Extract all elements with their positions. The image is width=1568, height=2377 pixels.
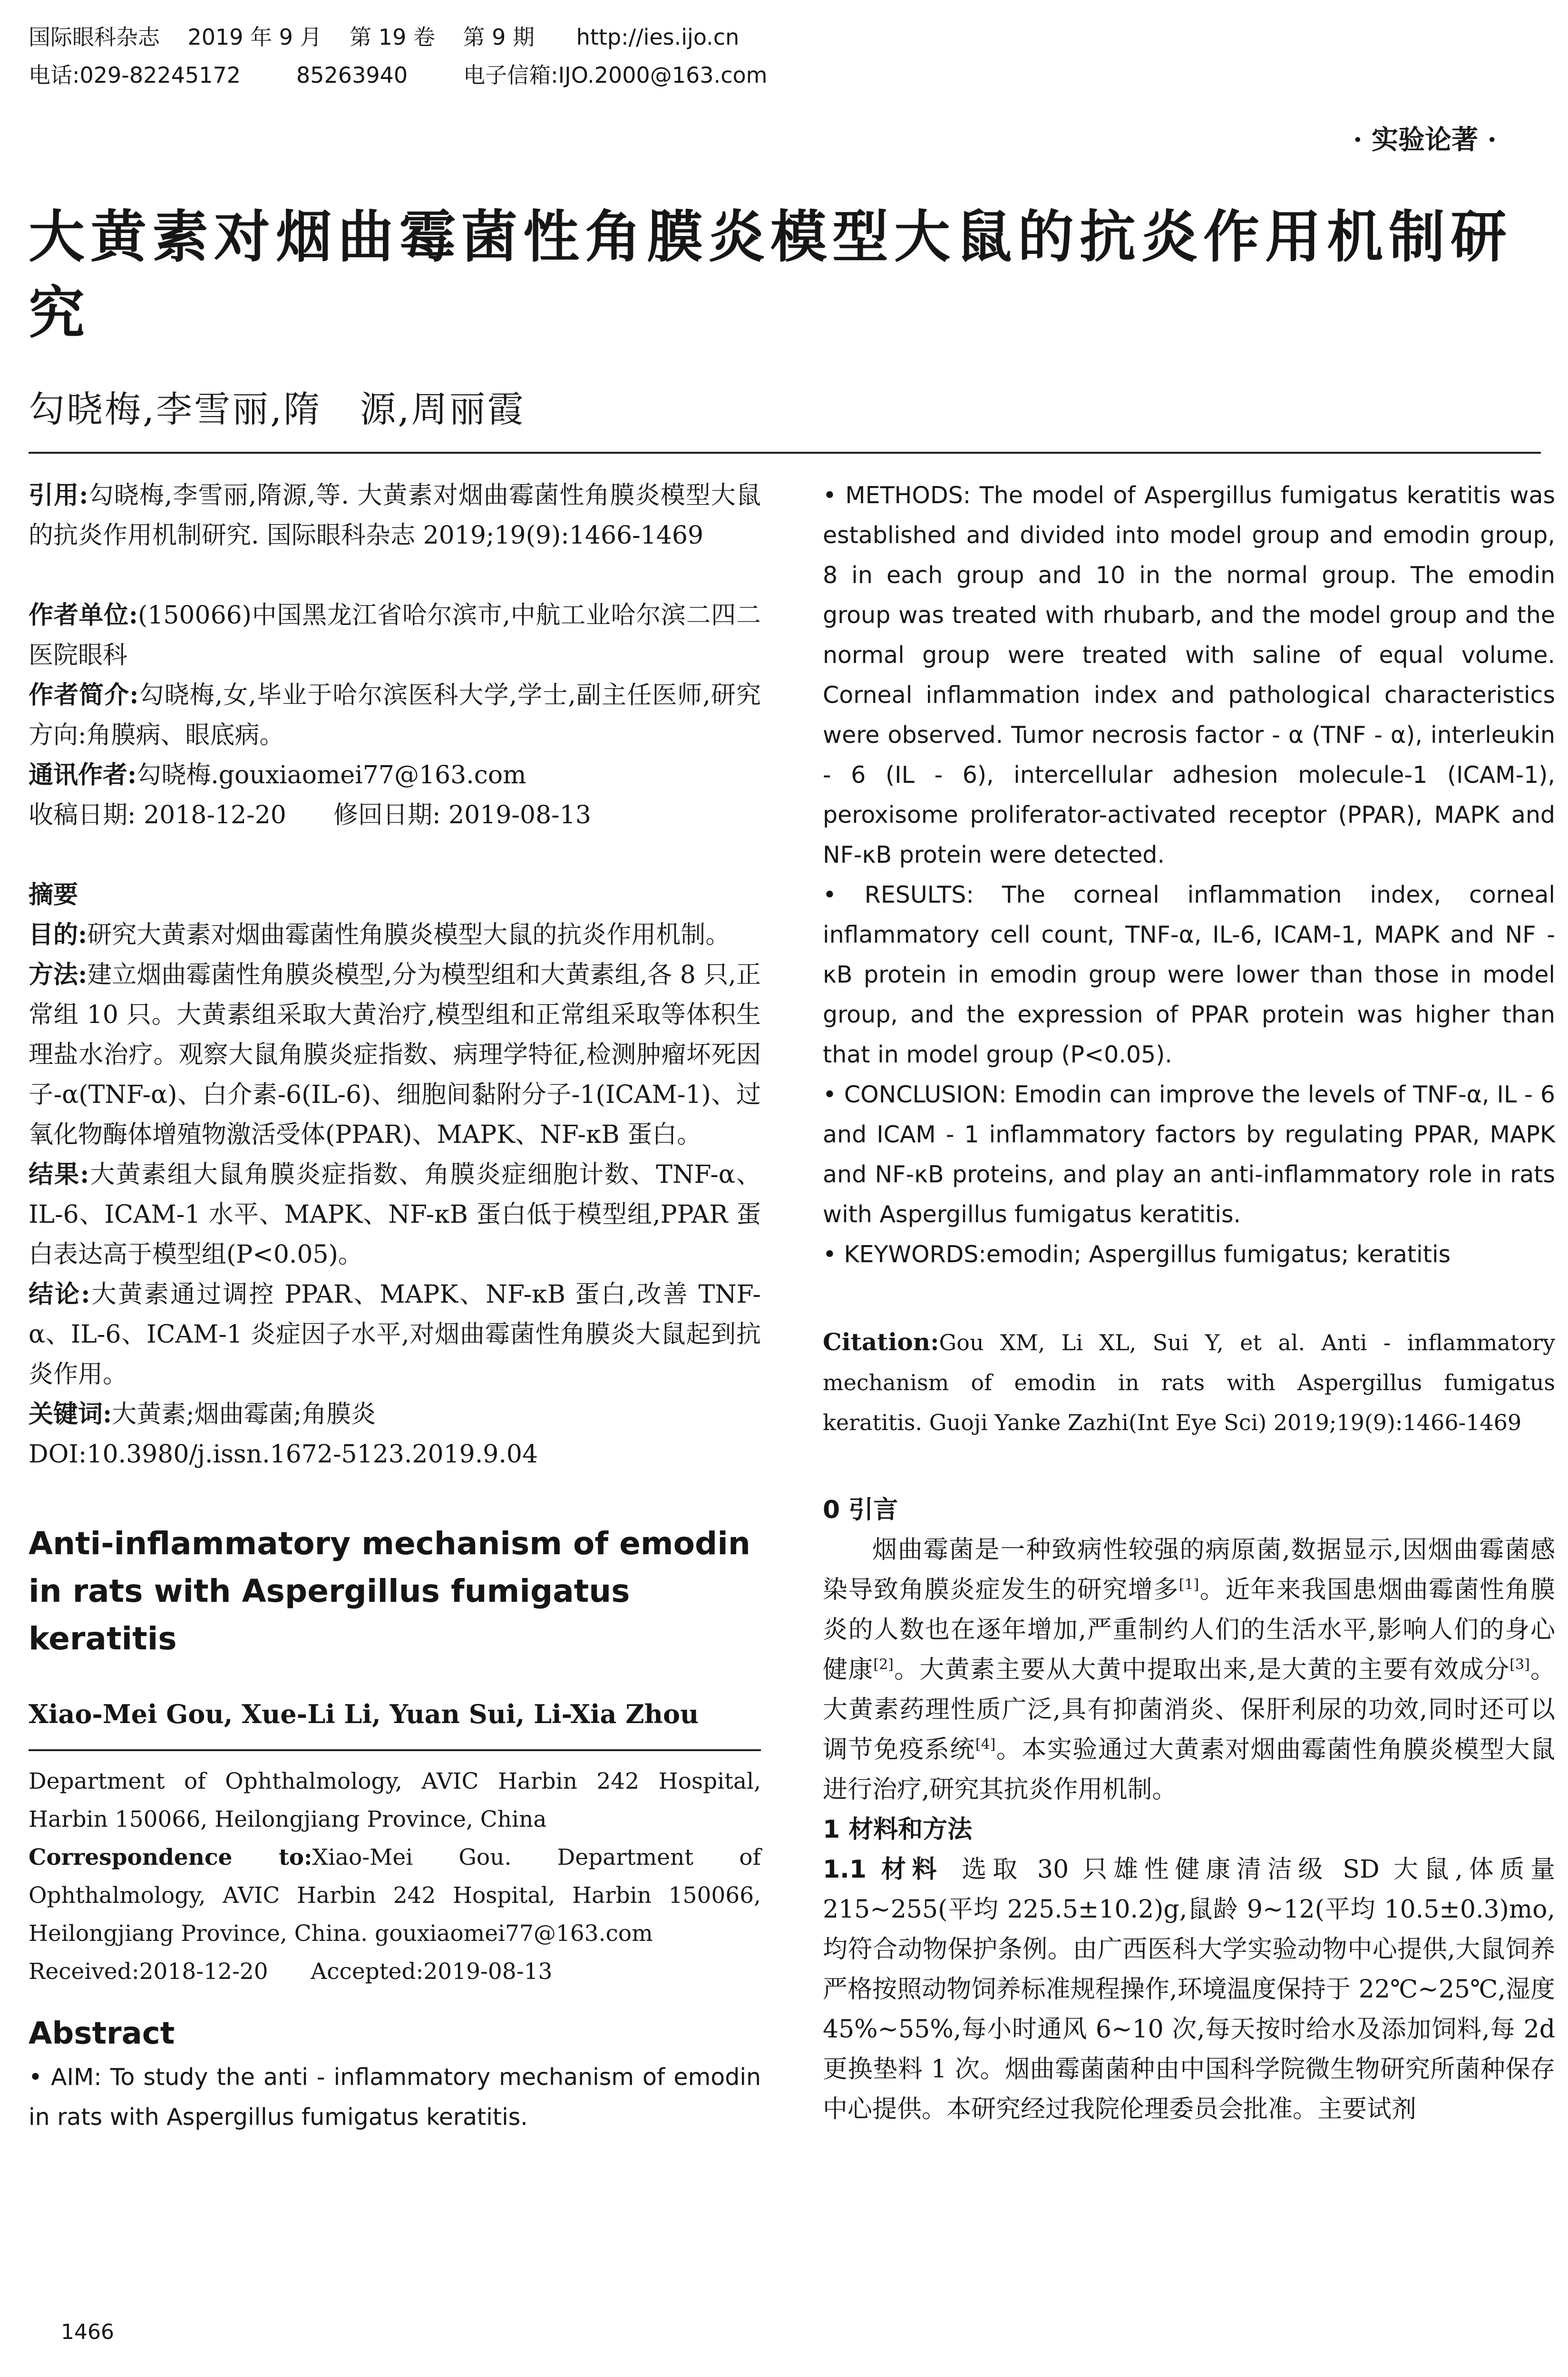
intro-text-5: 。本实验通过大黄素对烟曲霉菌性角膜炎模型大鼠进行治疗,研究其抗炎作用机制。 xyxy=(823,1735,1555,1804)
received-dates-zh: 收稿日期: 2018-12-20 修回日期: 2019-08-13 xyxy=(29,801,591,829)
article-title-en: Anti-inflammatory mechanism of emodin in rats with Aspergillus fumigatus keratitis xyxy=(29,1525,750,1657)
page-number: 1466 xyxy=(61,2320,114,2344)
authors-en: Xiao-Mei Gou, Xue-Li Li, Yuan Sui, Li-Xia Zhou xyxy=(29,1699,699,1729)
intro-heading: 0 引言 xyxy=(823,1496,898,1524)
results-zh-text: 大黄素组大鼠角膜炎症指数、角膜炎症细胞计数、TNF-α、IL-6、ICAM-1 水平、MAPK、NF-κB 蛋白低于模型组,PPAR 蛋白表达高于模型组(P<0.05)。 xyxy=(29,1160,761,1269)
corresponding-author-text: 勾晓梅.gouxiaomei77@163.com xyxy=(136,761,526,789)
citation-en-text: Gou XM, Li XL, Sui Y, et al. Anti - inflammatory mechanism of emodin in rats with Aspergillus fumigatus keratitis. Guoji Yanke Zazhi(Int Eye Sci) 2019;19(9):1466-1469 xyxy=(823,1330,1555,1435)
aim-zh xyxy=(29,915,761,955)
reference-3-link[interactable]: [3] xyxy=(1510,1656,1530,1673)
affiliation-zh-text: (150066)中国黑龙江省哈尔滨市,中航工业哈尔滨二四二医院眼科 xyxy=(29,601,761,670)
materials-label: 1.1 材料 xyxy=(823,1855,943,1884)
author-bio-label: 作者简介: xyxy=(29,681,139,710)
conclusion-en: • CONCLUSION: Emodin can improve the levels of TNF-α, IL - 6 and ICAM - 1 inflammatory factors by regulating PPAR, MAPK and NF-κB proteins, and play an anti-inflammatory role in rats with Aspergillus fumigatus keratitis. xyxy=(823,1081,1555,1228)
methods-zh-label: 方法: xyxy=(29,960,88,989)
author-bio-text: 勾晓梅,女,毕业于哈尔滨医科大学,学士,副主任医师,研究方向:角膜病、眼底病。 xyxy=(29,681,761,750)
reference-2-link[interactable]: [2] xyxy=(873,1656,894,1673)
results-zh-label: 结果: xyxy=(29,1160,89,1189)
citation-zh xyxy=(29,476,761,555)
reference-4-link[interactable]: [4] xyxy=(975,1736,996,1753)
department-en: Department of Ophthalmology, AVIC Harbin 242 Hospital, Harbin 150066, Heilongjiang Province, China xyxy=(29,1768,761,1832)
correspondence-en-label: Correspondence to: xyxy=(29,1844,312,1870)
citation-zh-text: 勾晓梅,李雪丽,隋源,等. 大黄素对烟曲霉菌性角膜炎模型大鼠的抗炎作用机制研究. 国际眼科杂志 2019;19(9):1466-1469 xyxy=(29,481,761,550)
received-dates-en: Received:2018-12-20 Accepted:2019-08-13 xyxy=(29,1958,553,1985)
conclusion-zh-text: 大黄素通过调控 PPAR、MAPK、NF-κB 蛋白,改善 TNF-α、IL-6、ICAM-1 炎症因子水平,对烟曲霉菌性角膜炎大鼠起到抗炎作用。 xyxy=(29,1280,761,1389)
section-tag: · 实验论著 · xyxy=(1353,124,1497,156)
authors-zh: 勾晓梅,李雪丽,隋 源,周丽霞 xyxy=(29,388,526,430)
methods-section-heading: 1 材料和方法 xyxy=(823,1815,973,1844)
intro-text-4: 。大黄素药理性质广泛,具有抑菌消炎、保肝利尿的功效,同时还可以调节免疫系统 xyxy=(823,1656,1555,1764)
keywords-zh-label: 关键词: xyxy=(29,1400,112,1429)
materials-paragraph xyxy=(823,1850,1555,2129)
methods-en: • METHODS: The model of Aspergillus fumigatus keratitis was established and divided into model group and emodin group, 8 in each group and 10 in the normal group. The emodin group was treated with rhubarb, and the model group and the normal group were treated with saline of equal volume. Corneal inflammation index and pathological characteristics were observed. Tumor necrosis factor - α (TNF - α), interleukin - 6 (IL - 6), intercellular adhesion molecule-1 (ICAM-1), peroxisome proliferator-activated receptor (PPAR), MAPK and NF-κB protein were detected. xyxy=(823,482,1555,868)
intro-text-3: 。大黄素主要从大黄中提取出来,是大黄的主要有效成分 xyxy=(893,1656,1510,1684)
journal-header-line1: 国际眼科杂志 2019 年 9 月 第 19 卷 第 9 期 http://ies.ijo.cn xyxy=(29,24,740,50)
correspondence-en-text: Xiao-Mei Gou. Department of Ophthalmology, AVIC Harbin 242 Hospital, Harbin 150066, Heilongjiang Province, China. gouxiaomei77@163.com xyxy=(29,1844,761,1947)
aim-en: • AIM: To study the anti - inflammatory mechanism of emodin in rats with Aspergillus fumigatus keratitis. xyxy=(29,2064,761,2131)
keywords-en: • KEYWORDS:emodin; Aspergillus fumigatus; keratitis xyxy=(823,1241,1451,1268)
author-bio-zh xyxy=(29,675,761,755)
doi-link[interactable]: DOI:10.3980/j.issn.1672-5123.2019.9.04 xyxy=(29,1440,538,1469)
keywords-zh-text: 大黄素;烟曲霉菌;角膜炎 xyxy=(112,1400,376,1429)
intro-paragraph xyxy=(823,1530,1555,1810)
right-column xyxy=(823,476,1555,2129)
results-zh xyxy=(29,1155,761,1275)
results-en: • RESULTS: The corneal inflammation index, corneal inflammatory cell count, TNF-α, IL-6, ICAM-1, MAPK and NF - κB protein in emodin group were lower than those in model group, and the expression of PPAR protein was higher than that in model group (P<0.05). xyxy=(823,881,1555,1068)
abstract-zh-heading: 摘要 xyxy=(29,880,78,909)
materials-text: 选取 30 只雄性健康清洁级 SD 大鼠,体质量 215~255(平均 225.5±10.2)g,鼠龄 9~12(平均 10.5±0.3)mo,均符合动物保护条例。由广西医科大学实验动物中心提供,大鼠饲养严格按照动物饲养标准规程操作,环境温度保持于 22℃~25℃,湿度 45%~55%,每小时通风 6~10 次,每天按时给水及添加饲料,每 2d 更换垫料 1 次。烟曲霉菌菌种由中国科学院微生物研究所菌种保存中心提供。本研究经过我院伦理委员会批准。主要试剂 xyxy=(823,1855,1555,2124)
intro-text-2: 。近年来我国患烟曲霉菌性角膜炎的人数也在逐年增加,严重制约人们的生活水平,影响人们的身心健康 xyxy=(823,1576,1555,1684)
authors-en-divider xyxy=(29,1749,761,1751)
abstract-en-heading: Abstract xyxy=(29,2016,175,2051)
reference-1-link[interactable]: [1] xyxy=(1178,1576,1199,1593)
title-divider xyxy=(29,452,1541,454)
article-title-zh: 大黄素对烟曲霉菌性角膜炎模型大鼠的抗炎作用机制研究 xyxy=(29,204,1513,346)
journal-header-line2: 电话:029-82245172 85263940 电子信箱:IJO.2000@163.com xyxy=(29,62,768,88)
conclusion-zh xyxy=(29,1275,761,1394)
aim-zh-text: 研究大黄素对烟曲霉菌性角膜炎模型大鼠的抗炎作用机制。 xyxy=(87,921,730,949)
methods-zh xyxy=(29,955,761,1155)
aim-zh-label: 目的: xyxy=(29,920,88,949)
citation-zh-label: 引用: xyxy=(29,481,88,510)
citation-en-label: Citation: xyxy=(823,1328,939,1356)
corresponding-author-zh xyxy=(29,755,761,795)
keywords-zh xyxy=(29,1394,761,1434)
corresponding-author-label: 通讯作者: xyxy=(29,760,137,789)
intro-text-1: 烟曲霉菌是一种致病性较强的病原菌,数据显示,因烟曲霉菌感染导致角膜炎症发生的研究增多 xyxy=(823,1536,1555,1604)
correspondence-en xyxy=(29,1839,761,1953)
conclusion-zh-label: 结论: xyxy=(29,1280,90,1309)
methods-zh-text: 建立烟曲霉菌性角膜炎模型,分为模型组和大黄素组,各 8 只,正常组 10 只。大黄素组采取大黄治疗,模型组和正常组采取等体积生理盐水治疗。观察大鼠角膜炎症指数、病理学特征,检测肿瘤坏死因子-α(TNF-α)、白介素-6(IL-6)、细胞间黏附分子-1(ICAM-1)、过氧化物酶体增殖物激活受体(PPAR)、MAPK、NF-κB 蛋白。 xyxy=(29,961,761,1149)
affiliation-zh xyxy=(29,595,761,675)
left-column xyxy=(29,476,761,2137)
citation-en xyxy=(823,1322,1555,1442)
affiliation-zh-label: 作者单位: xyxy=(29,601,138,630)
